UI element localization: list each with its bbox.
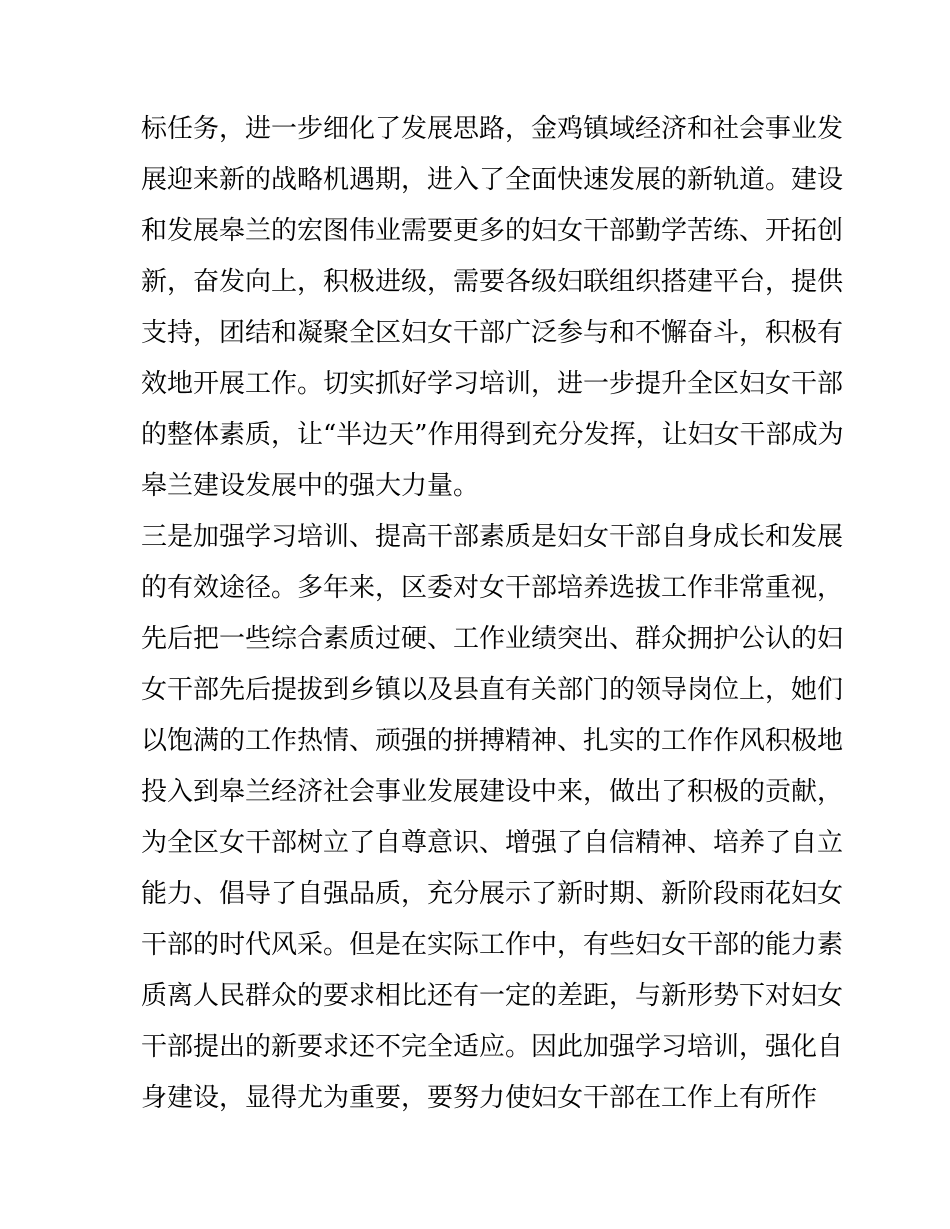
text-line: 女干部先后提拔到乡镇以及县直有关部门的领导岗位上，她们 — [141, 675, 844, 705]
paragraph-start-line: 三是加强学习培训、提高干部素质是妇女干部自身成长和发展 — [141, 522, 844, 552]
text-line: 的整体素质，让“半边天”作用得到充分发挥，让妇女干部成为 — [141, 420, 844, 450]
text-line: 以饱满的工作热情、顽强的拼搏精神、扎实的工作作风积极地 — [141, 726, 844, 756]
text-line: 身建设，显得尤为重要，要努力使妇女干部在工作上有所作 — [141, 1083, 818, 1113]
text-line: 干部的时代风采。但是在实际工作中，有些妇女干部的能力素 — [141, 930, 844, 960]
text-line: 能力、倡导了自强品质，充分展示了新时期、新阶段雨花妇女 — [141, 879, 844, 909]
text-line: 和发展皋兰的宏图伟业需要更多的妇女干部勤学苦练、开拓创 — [141, 216, 844, 246]
text-line: 为全区女干部树立了自尊意识、增强了自信精神、培养了自立 — [141, 828, 844, 858]
text-line: 先后把一些综合素质过硬、工作业绩突出、群众拥护公认的妇 — [141, 624, 844, 654]
text-line: 的有效途径。多年来，区委对女干部培养选拔工作非常重视， — [141, 573, 844, 603]
text-line: 投入到皋兰经济社会事业发展建设中来，做出了积极的贡献， — [141, 777, 844, 807]
text-line: 效地开展工作。切实抓好学习培训，进一步提升全区妇女干部 — [141, 369, 844, 399]
text-line: 支持，团结和凝聚全区妇女干部广泛参与和不懈奋斗，积极有 — [141, 318, 844, 348]
text-line: 干部提出的新要求还不完全适应。因此加强学习培训，强化自 — [141, 1032, 844, 1062]
text-line: 标任务，进一步细化了发展思路，金鸡镇域经济和社会事业发 — [141, 114, 844, 144]
text-line: 展迎来新的战略机遇期，进入了全面快速发展的新轨道。建设 — [141, 165, 844, 195]
text-line: 新，奋发向上，积极进级，需要各级妇联组织搭建平台，提供 — [141, 267, 844, 297]
body-text — [141, 104, 844, 1124]
text-line: 质离人民群众的要求相比还有一定的差距，与新形势下对妇女 — [141, 981, 844, 1011]
text-line: 皋兰建设发展中的强大力量。 — [141, 471, 480, 501]
